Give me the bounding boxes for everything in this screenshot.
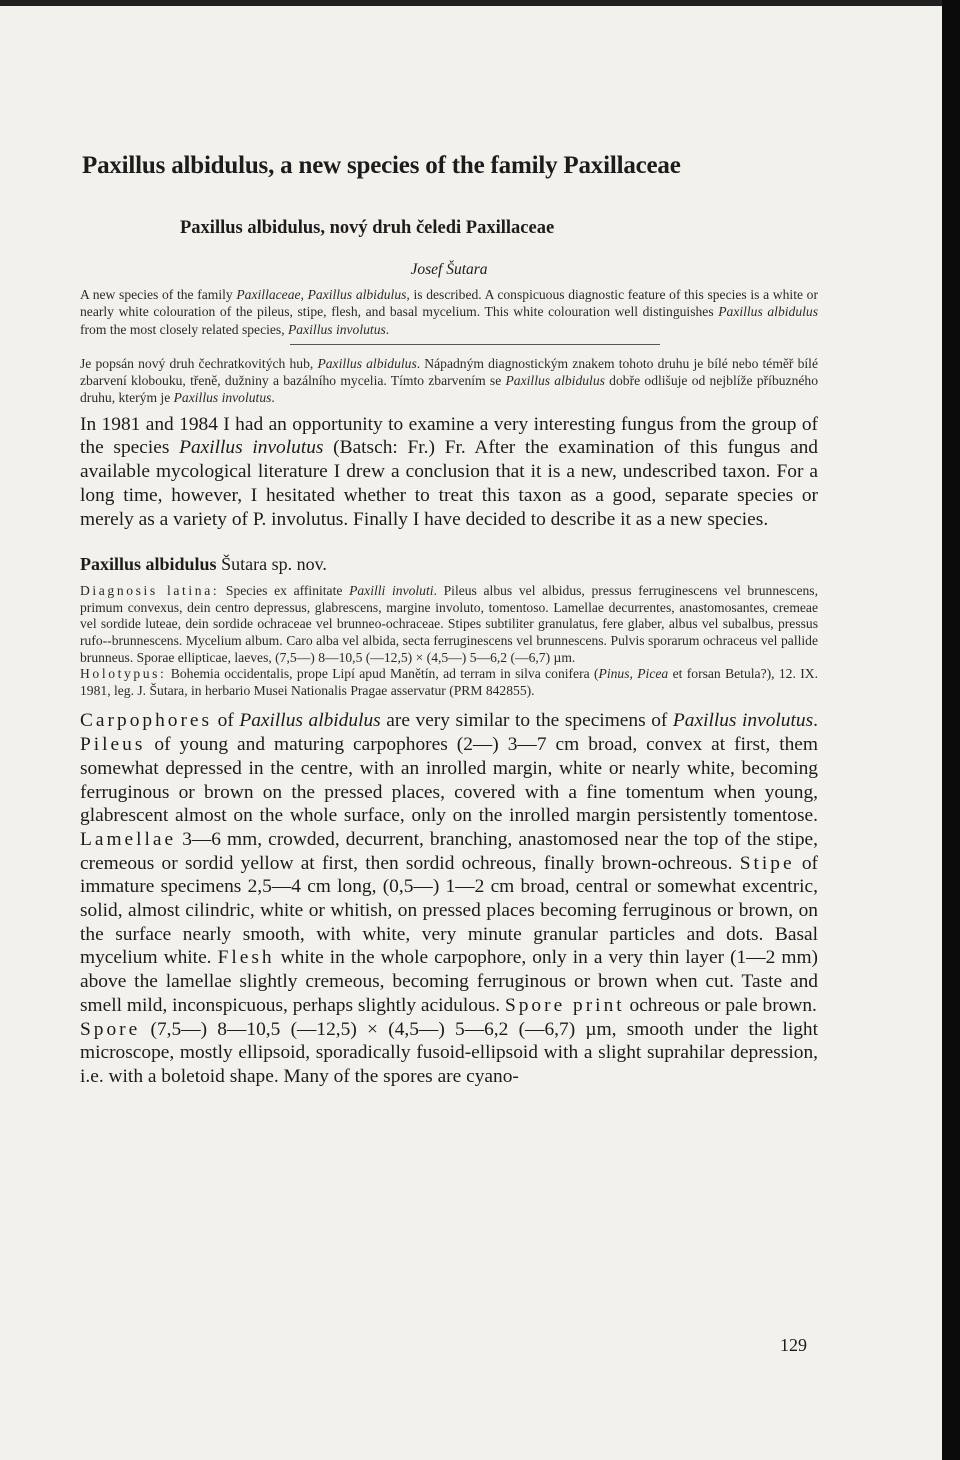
article-page	[80, 150, 818, 1089]
introduction-paragraph: In 1981 and 1984 I had an opportunity to examine a very interesting fungus from the group of the species Paxillus involutus (Batsch: Fr.) Fr. After the examination of this fungus and available mycological literature I drew a conclusion that it is a new, undescribed taxon. For a long time, however, I hesitated whether to treat this taxon as a good, separate species or merely as a variety of P. involutus. Finally I have decided to describe it as a new species.	[80, 413, 818, 530]
article-title: Paxillus albidulus, a new species of the family Paxillaceae	[82, 152, 681, 179]
diagnosis-latina: Diagnosis latina: Species ex affinitate Paxilli involuti. Pileus albus vel albidus, pressus ferruginescens vel brunnescens, primum convexus, dein centro depressus, glabrescens, margine involuto, tomentoso. Lamellae decurrentes, anastomosantes, cremeae vel sordide luteae, dein sordide ochraceae vel brunneo-ochraceae. Stipes subtiliter granulatus, fere glaber, albus vel subalbus, pressus rufo--brunnescens. Mycelium album. Caro alba vel albida, secta ferruginescens vel brunnescens. Pulvis sporarum ochraceus vel pallide brunneus. Sporae ellipticae, laeves, (7,5—) 8—10,5 (—12,5) × (4,5—) 5—6,2 (—6,7) µm.	[80, 583, 818, 665]
scan-edge-top	[0, 0, 960, 6]
spore-paragraph: Spore (7,5—) 8—10,5 (—12,5) × (4,5—) 5—6,2 (—6,7) µm, smooth under the light microscope, mostly ellipsoid, sporadically fusoid-ellipsoid with a slight suprahilar depression, i.e. with a boletoid shape. Many of the spores are cyano-	[80, 1018, 818, 1087]
abstract-english: A new species of the family Paxillaceae, Paxillus albidulus, is described. A conspicuous diagnostic feature of this species is a white or nearly white colouration of the pileus, stipe, flesh, and basal mycelium. This white colouration well distinguishes Paxillus albidulus from the most closely related species, Paxillus involutus.	[80, 287, 818, 337]
description-paragraph: Carpophores of Paxillus albidulus are very similar to the specimens of Paxillus involutus. Pileus of young and maturing carpophores (2—) 3—7 cm broad, convex at first, them somewhat depressed in the centre, with an inrolled margin, white or nearly white, becoming ferruginous or brown on the pressed places, covered with a fine tomentum when young, glabrescent almost on the whole surface, only on the inrolled margin persistently tomentose. Lamellae 3—6 mm, crowded, decurrent, branching, anastomosed near the top of the stipe, cremeous or sordid yellow at first, then sordid ochreous, finally brown-ochreous. Stipe of immature specimens 2,5—4 cm long, (0,5—) 1—2 cm broad, central or somewhat excentric, solid, almost cilindric, white or whitish, on pressed places becoming ferruginous or brown, on the surface nearly smooth, with white, very minute granular particles and dots. Basal mycelium white. Flesh white in the whole carpophore, only in a very thin layer (1—2 mm) above the lamellae slightly cremeous, becoming ferruginous or brown when cut. Taste and smell mild, inconspicuous, perhaps slightly acidulous. Spore print ochreous or pale brown. Spore (7,5—) 8—10,5 (—12,5) × (4,5—) 5—6,2 (—6,7) µm, smooth under the light microscope, mostly ellipsoid, sporadically fusoid-ellipsoid with a slight suprahilar depression, i.e. with a boletoid shape. Many of the spores are cyano-	[80, 710, 818, 1087]
scan-edge-right	[942, 0, 960, 1460]
holotypus: Holotypus: Bohemia occidentalis, prope Lipí apud Manětín, ad terram in silva conifera (Pinus, Picea et forsan Betula?), 12. IX. 1981, leg. J. Šutara, in herbario Musei Nationalis Pragae asservatur (PRM 842855).	[80, 666, 818, 698]
abstract-czech: Je popsán nový druh čechratkovitých hub, Paxillus albidulus. Nápadným diagnostickým znakem tohoto druhu je bílé nebo téměř bílé zbarvení klobouku, třeně, dužniny a bazálního mycelia. Tímto zbarvením se Paxillus albidulus dobře odlišuje od nejblíže příbuzného druhu, kterým je Paxillus involutus.	[80, 355, 818, 406]
page-number: 129	[780, 1335, 807, 1355]
article-subtitle: Paxillus albidulus, nový druh čeledi Paxillaceae	[180, 218, 555, 238]
author-name: Josef Šutara	[410, 261, 488, 278]
abstract-divider	[290, 344, 660, 345]
species-heading: Paxillus albidulus Šutara sp. nov.	[80, 554, 327, 575]
diagnosis-block	[80, 583, 818, 699]
